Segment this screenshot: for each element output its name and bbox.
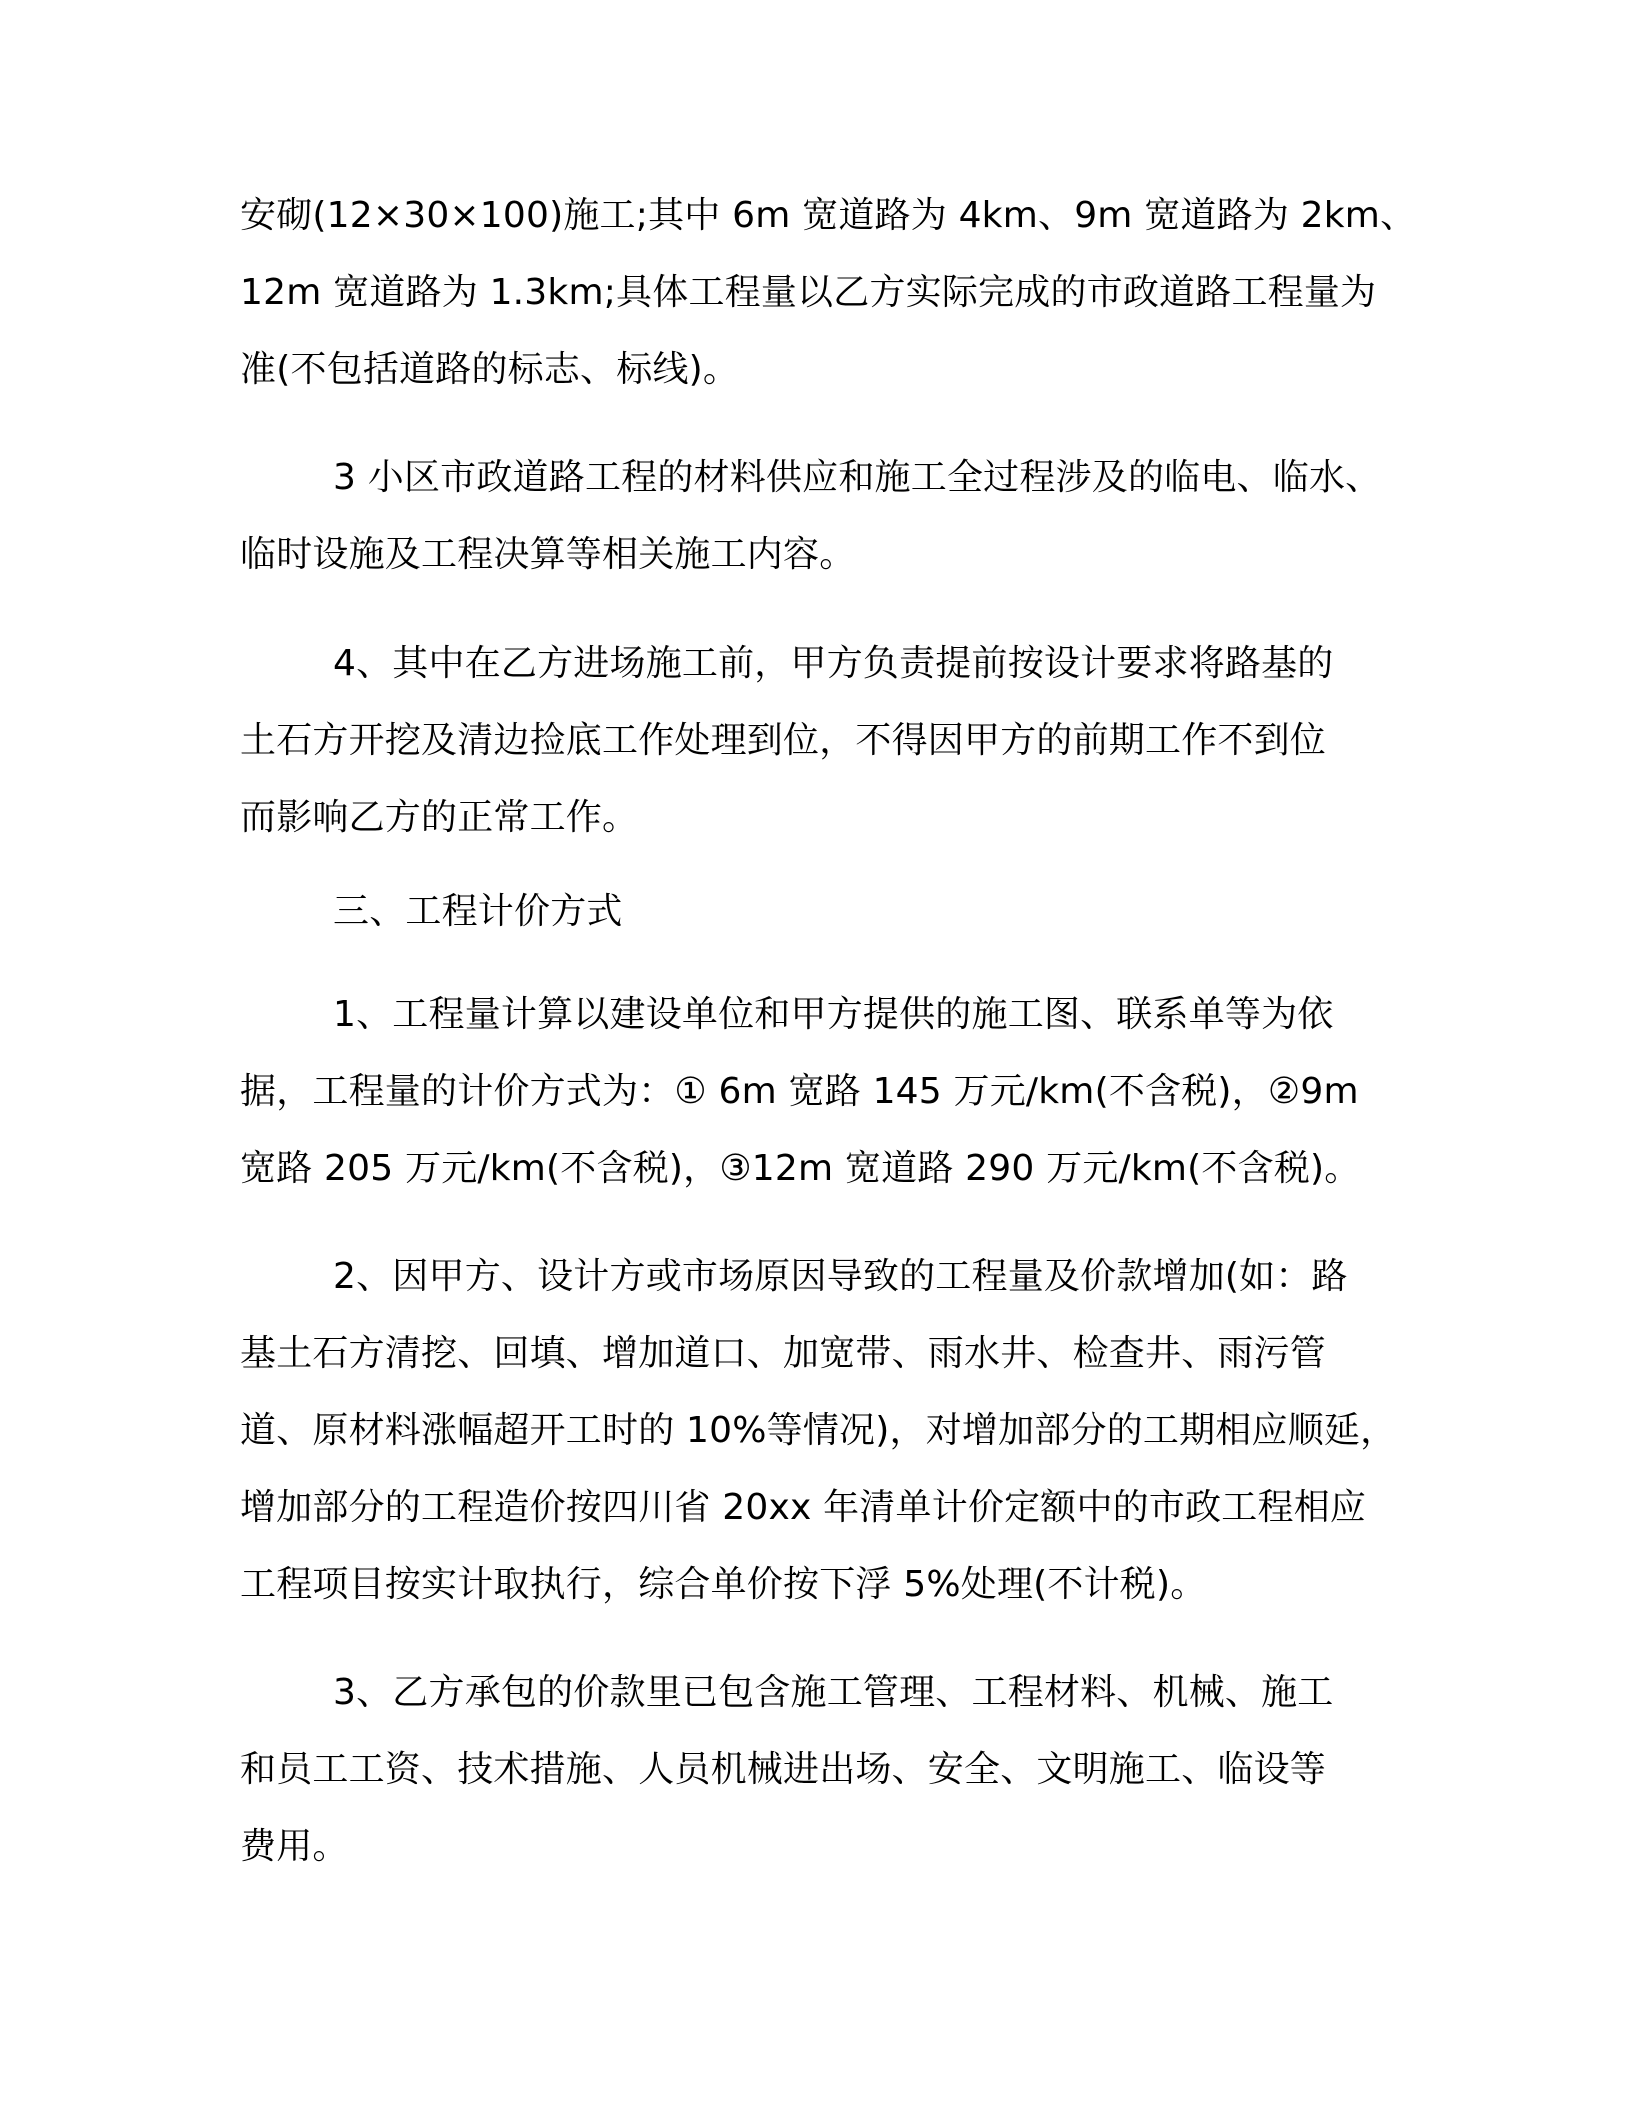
section-heading-pricing [240, 873, 1415, 950]
text-line: 增加部分的工程造价按四川省 20xx 年清单计价定额中的市政工程相应 [240, 1487, 1367, 1528]
text-line: 1、工程量计算以建设单位和甲方提供的施工图、联系单等为依 [333, 994, 1334, 1035]
text-line: 道、原材料涨幅超开工时的 10%等情况)，对增加部分的工期相应顺延， [240, 1410, 1397, 1451]
text-line: 土石方开挖及清边捡底工作处理到位，不得因甲方的前期工作不到位 [240, 720, 1327, 761]
paragraph-road-scope [240, 177, 1415, 408]
text-line: 安砌(12×30×100)施工;其中 6m 宽道路为 4km、9m 宽道路为 2km、 [240, 195, 1417, 236]
text-line: 宽路 205 万元/km(不含税)，③12m 宽道路 290 万元/km(不含税)。 [240, 1148, 1361, 1189]
text-line: 基土石方清挖、回填、增加道口、加宽带、雨水井、检查井、雨污管 [240, 1333, 1327, 1374]
text-line: 临时设施及工程决算等相关施工内容。 [240, 534, 856, 575]
paragraph-item-4 [240, 625, 1415, 856]
paragraph-pricing-2 [240, 1238, 1415, 1623]
paragraph-pricing-1 [240, 976, 1415, 1207]
text-line: 4、其中在乙方进场施工前，甲方负责提前按设计要求将路基的 [333, 643, 1334, 684]
text-line: 据，工程量的计价方式为：① 6m 宽路 145 万元/km(不含税)，②9m [240, 1071, 1359, 1112]
text-line: 准(不包括道路的标志、标线)。 [240, 349, 740, 390]
text-line: 2、因甲方、设计方或市场原因导致的工程量及价款增加(如：路 [333, 1256, 1348, 1297]
text-line: 和员工工资、技术措施、人员机械进出场、安全、文明施工、临设等 [240, 1749, 1327, 1790]
section-heading-text: 三、工程计价方式 [333, 891, 623, 932]
text-line: 费用。 [240, 1826, 349, 1867]
text-line: 3、乙方承包的价款里已包含施工管理、工程材料、机械、施工 [333, 1672, 1334, 1713]
text-line: 3 小区市政道路工程的材料供应和施工全过程涉及的临电、临水、 [333, 457, 1382, 498]
text-line: 12m 宽道路为 1.3km;具体工程量以乙方实际完成的市政道路工程量为 [240, 272, 1377, 313]
paragraph-item-3 [240, 439, 1415, 593]
text-line: 工程项目按实计取执行，综合单价按下浮 5%处理(不计税)。 [240, 1564, 1207, 1605]
paragraph-pricing-3 [240, 1654, 1415, 1885]
text-line: 而影响乙方的正常工作。 [240, 797, 639, 838]
